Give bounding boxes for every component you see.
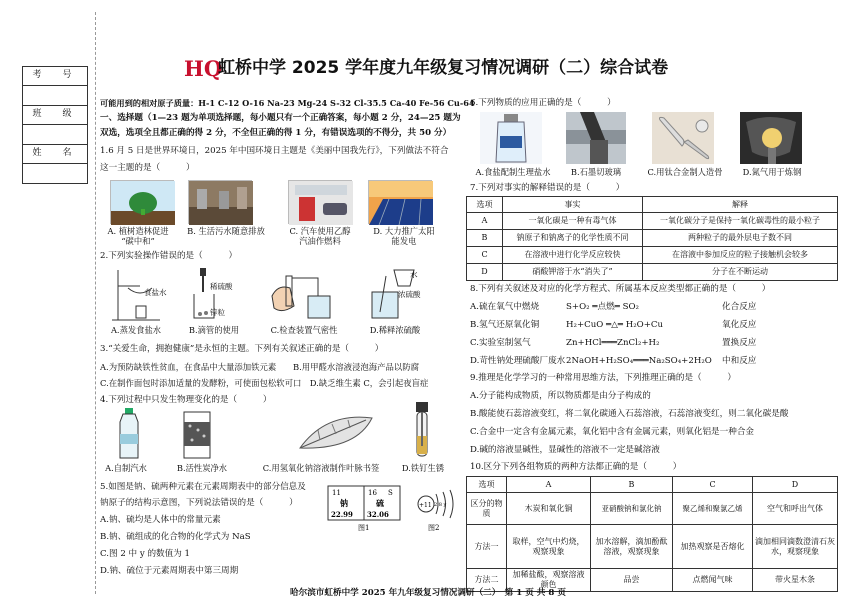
q1-option-a: A. 植树造林促进 “碳中和” [107, 226, 169, 247]
q5-option-a: A.钠、硫均是人体中的常量元素 [100, 515, 221, 525]
s-name: 硫 [376, 498, 384, 508]
q6-image-b [566, 112, 626, 164]
q8-a-desc: A.硫在氧气中燃烧 [470, 302, 540, 312]
q3-stem: 3.“关爱生命，拥抱健康”是永恒的主题。下列有关叙述正确的是（ ） [100, 344, 384, 354]
q1-image-d [368, 180, 432, 224]
page-footer: 哈尔滨市虹桥中学 2025 年九年级复习情况调研（二） 第 1 页 共 8 页 [290, 588, 566, 598]
q6-image-d [740, 112, 802, 164]
s-atomic-number: 16 [368, 489, 377, 497]
q4-option-a: A.自制汽水 [105, 463, 147, 473]
q8-d-desc: D.苛性钠处理硫酸厂废水 [470, 356, 566, 366]
q1-image-c [288, 180, 352, 224]
exam-no-field [23, 86, 87, 106]
periodic-table-figure [326, 484, 406, 532]
section-intro-2: 双选，选项全且都正确的得 2 分，不全但正确的得 1 分，有错误选项的不得分，共 50 分） [100, 128, 452, 138]
section-intro-1: 一、选择题（1—23 题为单项选择题，每小题只有一个正确答案，每小题 2 分，24—25 题为 [100, 113, 461, 123]
q6-option-a: A.食盐配制生理盐水 [475, 167, 551, 177]
q7-table: 选项 事实 解释 A 一氧化碳是一种有毒气体 一氧化碳分子是保持一氧化碳毒性的最小粒子 B 钠原子和钠离子的化学性质不同 两种粒子的最外层电子数不同 C 在溶液中进行化学反应较快 在溶液中参加反应的粒子接触机会较多 D 硝酸钾溶于水“消失了” 分子在不断运动 [466, 196, 838, 281]
q4-image-b [180, 408, 214, 460]
q1-image-a [110, 180, 174, 224]
nucleus-charge: +11 [419, 502, 432, 509]
q1-stem: 1.6 月 5 日是世界环境日，2025 年中国环境日主题是《美丽中国我先行》，下列做法不符合 [100, 146, 449, 156]
q8-b-desc: B.氢气还原氧化铜 [470, 320, 540, 330]
q8-c-desc: C.实验室制氢气 [470, 338, 531, 348]
q2-option-d: D.稀释浓硫酸 [369, 325, 421, 335]
q1-option-c: C. 汽车使用乙醇 汽油作燃料 [289, 226, 351, 247]
q2-image-c [268, 266, 338, 322]
class-field [23, 125, 87, 145]
na-name: 钠 [340, 498, 348, 508]
q8-c-type: 置换反应 [722, 338, 757, 348]
q1-stem-2: 这一主题的是（ ） [100, 163, 195, 173]
q10-stem: 10.区分下列各组物质的两种方法都正确的是（ ） [470, 462, 682, 472]
q9-stem: 9.推理是化学学习的一种常用思维方法，下列推理正确的是（ ） [470, 373, 737, 383]
conc-acid-label: 浓硫酸 [398, 290, 421, 299]
s-symbol: S [388, 489, 393, 497]
q5-option-d: D.钠、硫位于元素周期表中第三周期 [100, 566, 239, 576]
q5-option-c: C.图 2 中 y 的数值为 1 [100, 549, 191, 559]
q1-option-d: D. 大力推广太阳 能发电 [373, 226, 435, 247]
q6-image-a [480, 112, 542, 164]
q4-option-c: C.用氢氧化钠溶液制作叶脉书签 [262, 463, 380, 473]
q6-option-c: C.用钛合金制人造骨 [647, 167, 723, 177]
q4-stem: 4.下列过程中只发生物理变化的是（ ） [100, 395, 272, 405]
school-logo [183, 54, 223, 82]
q4-image-c [296, 410, 376, 456]
q4-option-b: B.活性炭净水 [176, 463, 228, 473]
q2-option-b: B.滴管的使用 [188, 325, 240, 335]
q9-option-c: C.合金中一定含有金属元素，氧化铝中含有金属元素，则氧化铝是一种合金 [470, 427, 755, 437]
name-label: 姓 名 [23, 145, 87, 164]
q8-c-eq: Zn+HCl═══ZnCl₂+H₂ [566, 338, 660, 348]
binding-line [95, 12, 96, 594]
q9-option-d: D.碱的溶液显碱性，显碱性的溶液不一定是碱溶液 [470, 445, 660, 455]
q1-option-b: B. 生活污水随意排放 [187, 226, 265, 236]
zinc-label: 锌粒 [210, 308, 225, 317]
q8-a-type: 化合反应 [722, 302, 757, 312]
q6-stem: 6.下列物质的应用正确的是（ ） [470, 98, 616, 108]
q8-d-eq: 2NaOH+H₂SO₄═══Na₂SO₄+2H₂O [566, 356, 712, 366]
q8-stem: 8.下列有关叙述及对应的化学方程式、所属基本反应类型都正确的是（ ） [470, 284, 771, 294]
student-info-box [22, 66, 88, 184]
fig1-caption: 图1 [358, 524, 370, 532]
logo-text: HQ [184, 56, 223, 81]
exam-no-label: 考 号 [23, 67, 87, 86]
atomic-masses: 可能用到的相对原子质量：H-1 C-12 O-16 Na-23 Mg-24 S-32 Cl-35.5 Ca-40 Fe-56 Cu-64 [100, 98, 475, 108]
q3-options-ab: A.为预防缺铁性贫血，在食品中大量添加铁元素 B.用甲醛水溶液浸泡海产品以防腐 [100, 362, 420, 372]
q10-table: 选项 A B C D 区分的物质 木炭和氧化铜 亚硝酸钠和氯化钠 聚乙烯和聚氯乙烯 空气和呼出气体 方法一 取样，空气中灼烧，观察现象 加水溶解，滴加酚酞溶液，观察现象 加热观察是否熔化 滴加相同滴数澄清石灰水，观察现象 方法二 加稀盐酸，观察溶液颜色 品尝 点燃闻气味 带火星木条 [466, 476, 838, 592]
q4-image-d [408, 402, 436, 458]
q3-options-cd: C.在制作面包时添加适量的发酵粉，可使面包松软可口 D.缺乏维生素 C，会引起夜盲症 [100, 378, 429, 388]
q4-option-d: D.铁钉生锈 [401, 463, 445, 473]
q8-a-eq: S+O₂ ═点燃═ SO₂ [566, 302, 639, 312]
q6-option-b: B.石墨切玻璃 [570, 167, 622, 177]
na-mass: 22.99 [331, 510, 353, 519]
q2-option-a: A.蒸发食盐水 [110, 325, 162, 335]
q9-option-b: B.酸能使石蕊溶液变红，将二氧化碳通入石蕊溶液，石蕊溶液变红，则二氧化碳是酸 [470, 409, 789, 419]
q8-b-eq: H₂+CuO ═△═ H₂O+Cu [566, 320, 664, 330]
q4-image-a [116, 408, 142, 460]
dilute-acid-label: 稀硫酸 [210, 282, 233, 291]
q5-stem-2: 钠原子的结构示意图，下列说法错误的是（ ） [100, 498, 298, 508]
s-mass: 32.06 [367, 510, 389, 519]
q7-stem: 7.下列对事实的解释错误的是（ ） [470, 183, 625, 193]
atom-structure-figure [414, 486, 464, 532]
electron-shells: 2 8 y [434, 502, 447, 508]
q5-stem: 5.如图是钠、硫两种元素在元素周期表中的部分信息及 [100, 482, 306, 492]
na-atomic-number: 11 [332, 489, 341, 497]
q6-option-d: D.氮气用于炼钢 [742, 167, 802, 177]
salt-water-label: 食盐水 [144, 288, 167, 297]
q8-d-type: 中和反应 [722, 356, 757, 366]
page-title: 虹桥中学 2025 学年度九年级复习情况调研（二）综合试卷 [218, 58, 669, 78]
q9-option-a: A.分子能构成物质，所以物质都是由分子构成的 [470, 391, 651, 401]
class-label: 班 级 [23, 106, 87, 125]
fig2-caption: 图2 [428, 524, 440, 532]
q5-option-b: B.钠、硫组成的化合物的化学式为 NaS [100, 532, 251, 542]
q2-option-c: C.检查装置气密性 [270, 325, 338, 335]
q2-stem: 2.下列实验操作错误的是（ ） [100, 251, 238, 261]
q8-b-type: 氧化反应 [722, 320, 757, 330]
name-field [23, 164, 87, 184]
q1-image-b [188, 180, 252, 224]
water-label: 水 [410, 270, 418, 279]
q6-image-c [652, 112, 714, 164]
